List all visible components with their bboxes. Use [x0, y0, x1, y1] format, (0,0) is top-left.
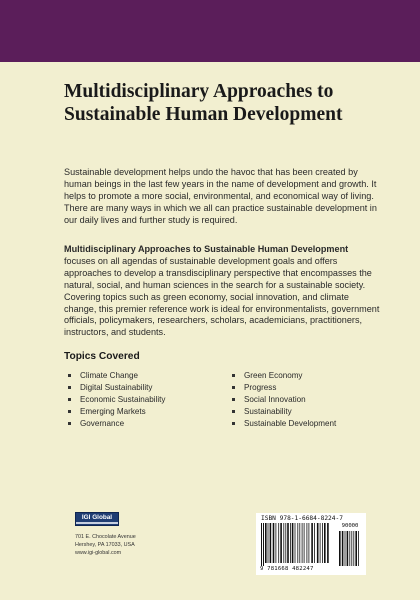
barcode-addon-bar	[358, 531, 359, 566]
barcode-bar	[302, 523, 303, 563]
barcode-bar	[295, 523, 296, 563]
barcode-bar	[304, 523, 305, 563]
barcode-addon-bar	[351, 531, 352, 566]
topic-item	[68, 370, 165, 382]
top-color-band	[0, 0, 420, 62]
description-lead: Multidisciplinary Approaches to Sustainable Human Development	[64, 244, 349, 254]
bullet-icon	[232, 422, 235, 425]
topic-item	[68, 406, 165, 418]
logo-underline	[76, 522, 118, 524]
bullet-icon	[232, 398, 235, 401]
barcode-addon-bar	[342, 531, 344, 566]
topic-item	[232, 394, 336, 406]
publisher-logo	[75, 512, 119, 526]
bullet-icon	[232, 386, 235, 389]
barcode-addon-bar	[353, 531, 354, 566]
bullet-icon	[232, 410, 235, 413]
barcode-bar	[265, 523, 267, 563]
barcode-bar	[327, 523, 329, 563]
topics-list-right	[232, 370, 336, 430]
barcode-bar	[320, 523, 321, 563]
topic-label: Progress	[244, 383, 277, 393]
barcode-bar	[273, 523, 275, 563]
topic-label: Governance	[80, 419, 125, 429]
price-code: 90000	[341, 523, 359, 529]
barcode-bar	[311, 523, 313, 563]
description-paragraph	[64, 244, 382, 339]
topic-label: Emerging Markets	[80, 407, 146, 417]
topic-label: Green Economy	[244, 371, 303, 380]
barcode-bar	[278, 523, 279, 563]
topic-label: Digital Sustainability	[80, 383, 153, 393]
book-title: Multidisciplinary Approaches to Sustainable Human Development	[64, 81, 343, 125]
topics-list-left	[68, 370, 165, 430]
barcode-bar	[307, 523, 308, 563]
barcode-bar	[297, 523, 298, 563]
topic-label: Climate Change	[80, 371, 139, 380]
barcode-bar	[283, 523, 284, 563]
barcode-addon-bar	[345, 531, 346, 566]
topic-item	[68, 382, 165, 394]
barcode-bar	[314, 523, 315, 563]
barcode-addon-bar	[339, 531, 341, 566]
barcode-bar	[324, 523, 326, 563]
barcode-bar	[299, 523, 300, 563]
topics-heading: Topics Covered	[64, 351, 140, 362]
barcode-bar	[261, 523, 262, 566]
barcode-number: 9 781668 482247	[260, 566, 314, 572]
barcode-addon-bar	[347, 531, 349, 566]
topic-item	[68, 418, 165, 430]
bullet-icon	[68, 374, 71, 377]
publisher-website: www.igi-global.com	[75, 549, 122, 556]
isbn-barcode	[256, 513, 366, 575]
topic-label: Sustainability	[244, 407, 292, 417]
barcode-addon-bar	[355, 531, 357, 566]
bullet-icon	[68, 422, 71, 425]
topic-item	[232, 382, 336, 394]
topic-label: Economic Sustainability	[80, 395, 166, 405]
intro-paragraph: Sustainable development helps undo the havoc that has been created by human beings in the last few years in the name of development and growth. It helps to promote a more social, environmental, and economical way of living. There are many ways in which we all can practice sustainable development in our daily lives and further study is required.	[64, 167, 377, 225]
isbn-label: ISBN 978-1-6684-8224-7	[261, 515, 343, 522]
barcode-bar	[322, 523, 323, 563]
address-line-2: Hershey, PA 17033, USA	[75, 541, 135, 548]
barcode-bar	[276, 523, 277, 563]
barcode-bar	[290, 523, 291, 563]
description-body: focuses on all agendas of sustainable development goals and offers approaches to develop a transdisciplinary perspective that encompasses the natural, social, and human sciences in the search for a sustainable society. Covering topics such as green economy, social innovation, and climate change, this premier reference work is ideal for environmentalists, government officials, policymakers, researchers, scholars, academicians, practitioners, instructors, and students.	[64, 255, 380, 338]
topic-item	[68, 394, 165, 406]
publisher-logo-text: IGI Global	[81, 514, 113, 521]
barcode-bar	[317, 523, 319, 563]
barcode-bar	[292, 523, 294, 563]
topic-item	[232, 418, 336, 430]
barcode-bar	[270, 523, 272, 563]
address-line-1: 701 E. Chocolate Avenue	[75, 534, 136, 540]
barcode-bar	[268, 523, 269, 563]
bullet-icon	[68, 398, 71, 401]
publisher-address	[75, 534, 136, 557]
barcode-bar	[263, 523, 264, 566]
topic-item	[232, 370, 336, 382]
barcode-addon-bar	[349, 531, 350, 566]
barcode-bar	[309, 523, 310, 563]
barcode-bar	[287, 523, 289, 563]
bullet-icon	[232, 374, 235, 377]
topic-label: Sustainable Development	[244, 419, 337, 429]
barcode-bar	[285, 523, 286, 563]
topic-label: Social Innovation	[244, 395, 306, 405]
topic-item	[232, 406, 336, 418]
bullet-icon	[68, 386, 71, 389]
bullet-icon	[68, 410, 71, 413]
barcode-graphic	[259, 523, 363, 566]
barcode-bar	[280, 523, 282, 563]
